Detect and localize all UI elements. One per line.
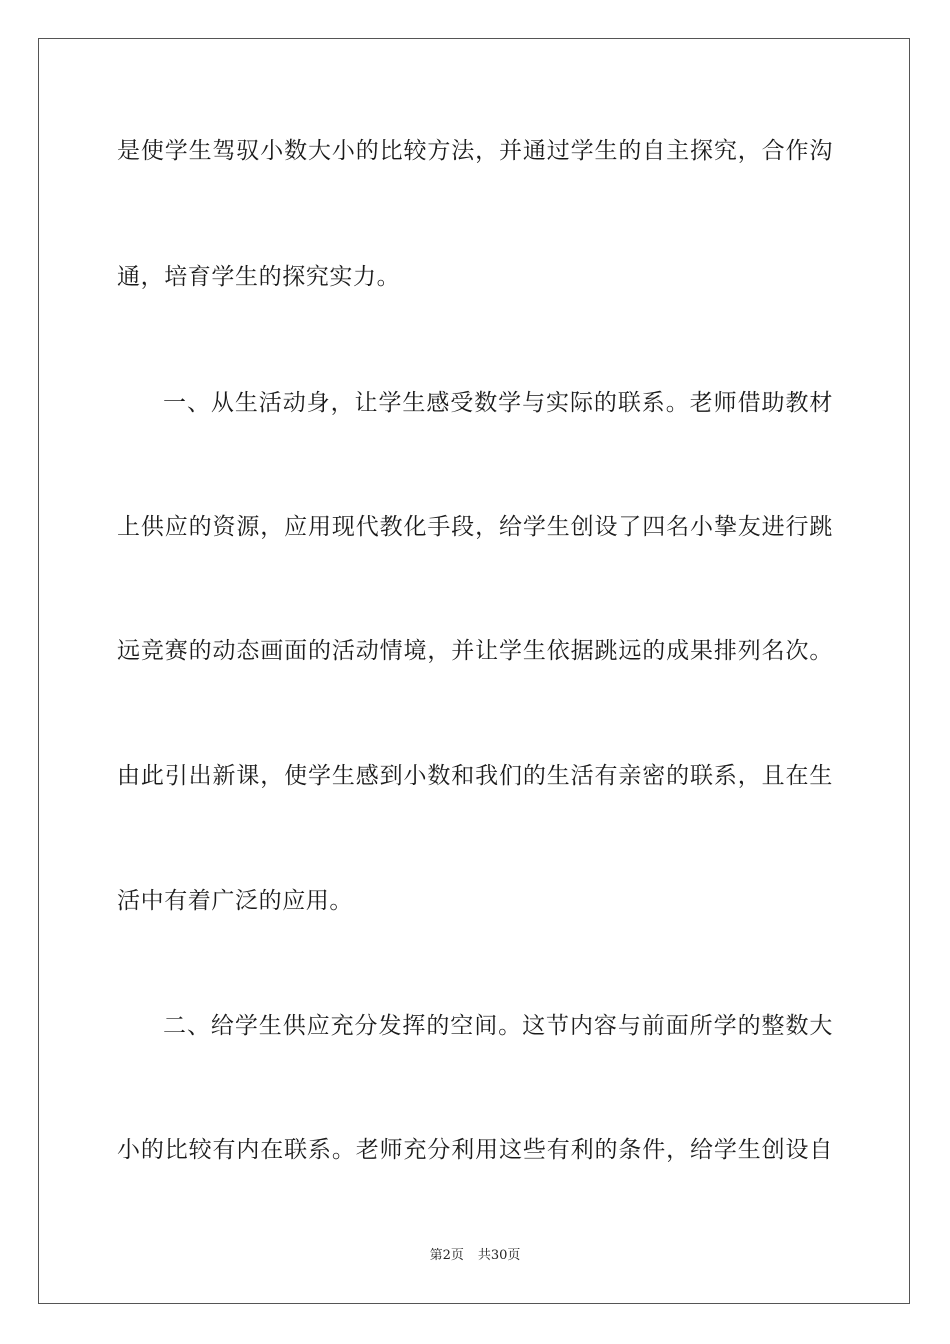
text-line-5: 远竞赛的动态画面的活动情境，并让学生依据跳远的成果排列名次。 (117, 638, 833, 664)
text-line-8: 二、给学生供应充分发挥的空间。这节内容与前面所学的整数大 (163, 1013, 833, 1039)
page-number-total: 共30页 (477, 1248, 521, 1263)
page-footer (0, 1247, 950, 1265)
page-border (38, 38, 910, 1304)
text-line-9: 小的比较有内在联系。老师充分利用这些有利的条件，给学生创设自 (117, 1137, 833, 1163)
text-line-3: 一、从生活动身，让学生感受数学与实际的联系。老师借助教材 (163, 390, 833, 416)
text-line-7: 活中有着广泛的应用。 (117, 888, 353, 914)
text-line-4: 上供应的资源，应用现代教化手段，给学生创设了四名小挚友进行跳 (117, 514, 833, 540)
page-number-current: 第2页 (429, 1248, 464, 1263)
text-line-2: 通，培育学生的探究实力。 (117, 264, 401, 290)
text-line-1: 是使学生驾驭小数大小的比较方法，并通过学生的自主探究，合作沟 (117, 138, 833, 164)
text-line-6: 由此引出新课，使学生感到小数和我们的生活有亲密的联系，且在生 (117, 763, 833, 789)
